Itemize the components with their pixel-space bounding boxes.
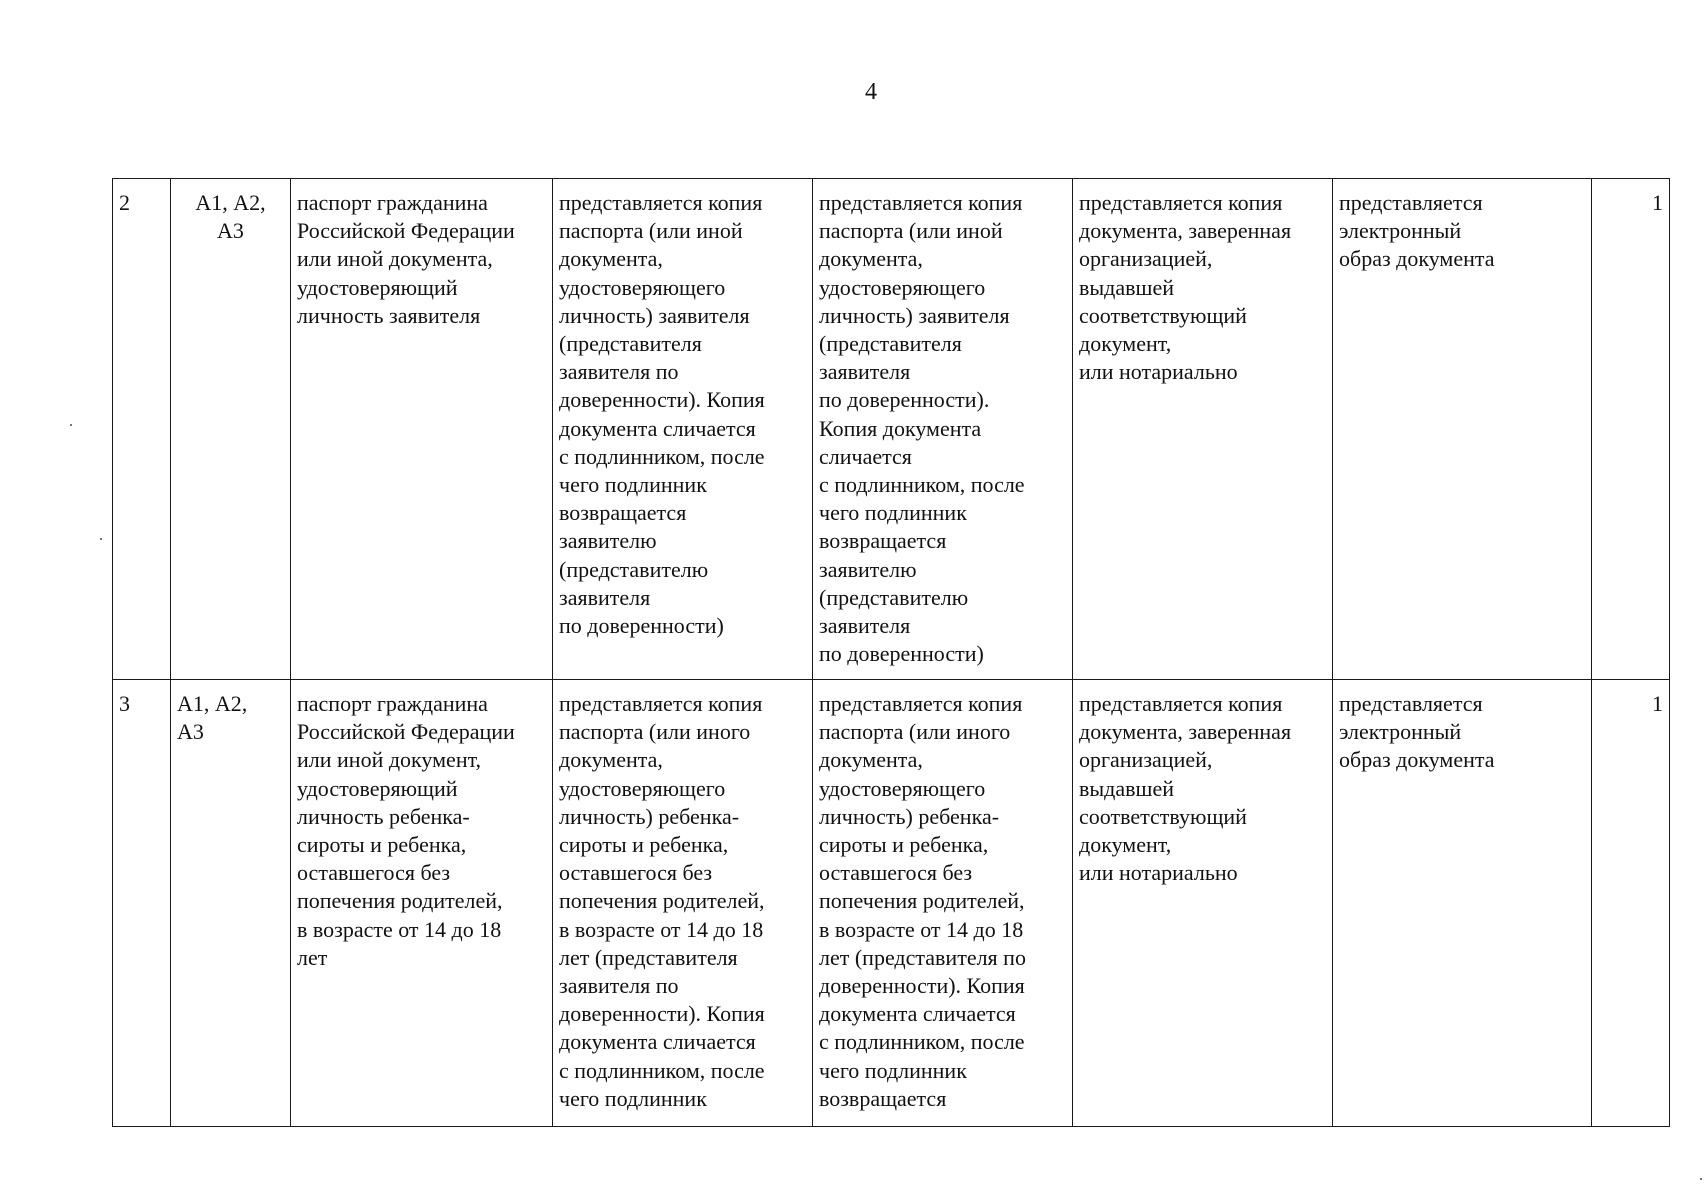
certified-copy-cell: представляется копия документа, заверенная организацией, выдавшей соответствующий документ, или нотариально	[1073, 179, 1333, 680]
scan-speck	[100, 538, 102, 540]
submission-method-cell: представляется копия паспорта (или иного документа, удостоверяющего личность) ребенка- сироты и ребенка, оставшегося без попечения родителей, в возрасте от 14 до 18 лет (представителя по доверенности). Копия документа сличается с подлинником, после чего подлинник возвращается	[813, 680, 1073, 1127]
applicant-category-cell: А1, А2, А3	[171, 680, 291, 1127]
document-name-cell: паспорт гражданина Российской Федерации или иной документ, удостоверяющий личность ребенка- сироты и ребенка, оставшегося без попечения родителей, в возрасте от 14 до 18 лет	[291, 680, 553, 1127]
row-number-cell: 3	[113, 680, 171, 1127]
table-row	[113, 179, 1670, 680]
row-number-cell: 2	[113, 179, 171, 680]
document-name-cell: паспорт гражданина Российской Федерации или иной документа, удостоверяющий личность заявителя	[291, 179, 553, 680]
scan-speck	[1700, 1178, 1702, 1180]
applicant-category-cell: А1, А2, А3	[171, 179, 291, 680]
page-number: 4	[865, 79, 877, 105]
electronic-form-cell: представляется электронный образ документа	[1333, 680, 1592, 1127]
copies-count-cell: 1	[1592, 680, 1670, 1127]
certified-copy-cell: представляется копия документа, заверенная организацией, выдавшей соответствующий документ, или нотариально	[1073, 680, 1333, 1127]
scan-speck	[70, 424, 72, 426]
submission-method-cell: представляется копия паспорта (или иного документа, удостоверяющего личность) ребенка- сироты и ребенка, оставшегося без попечения родителей, в возрасте от 14 до 18 лет (представителя заявителя по доверенности). Копия документа сличается с подлинником, после чего подлинник	[553, 680, 813, 1127]
copies-count-cell: 1	[1592, 179, 1670, 680]
documents-table	[112, 178, 1670, 1127]
table-row	[113, 680, 1670, 1127]
submission-method-cell: представляется копия паспорта (или иной документа, удостоверяющего личность) заявителя (представителя заявителя по доверенности). Копия документа сличается с подлинником, после чего подлинник возвращается заявителю (представителю заявителя по доверенности)	[813, 179, 1073, 680]
electronic-form-cell: представляется электронный образ документа	[1333, 179, 1592, 680]
submission-method-cell: представляется копия паспорта (или иной документа, удостоверяющего личность) заявителя (представителя заявителя по доверенности). Копия документа сличается с подлинником, после чего подлинник возвращается заявителю (представителю заявителя по доверенности)	[553, 179, 813, 680]
